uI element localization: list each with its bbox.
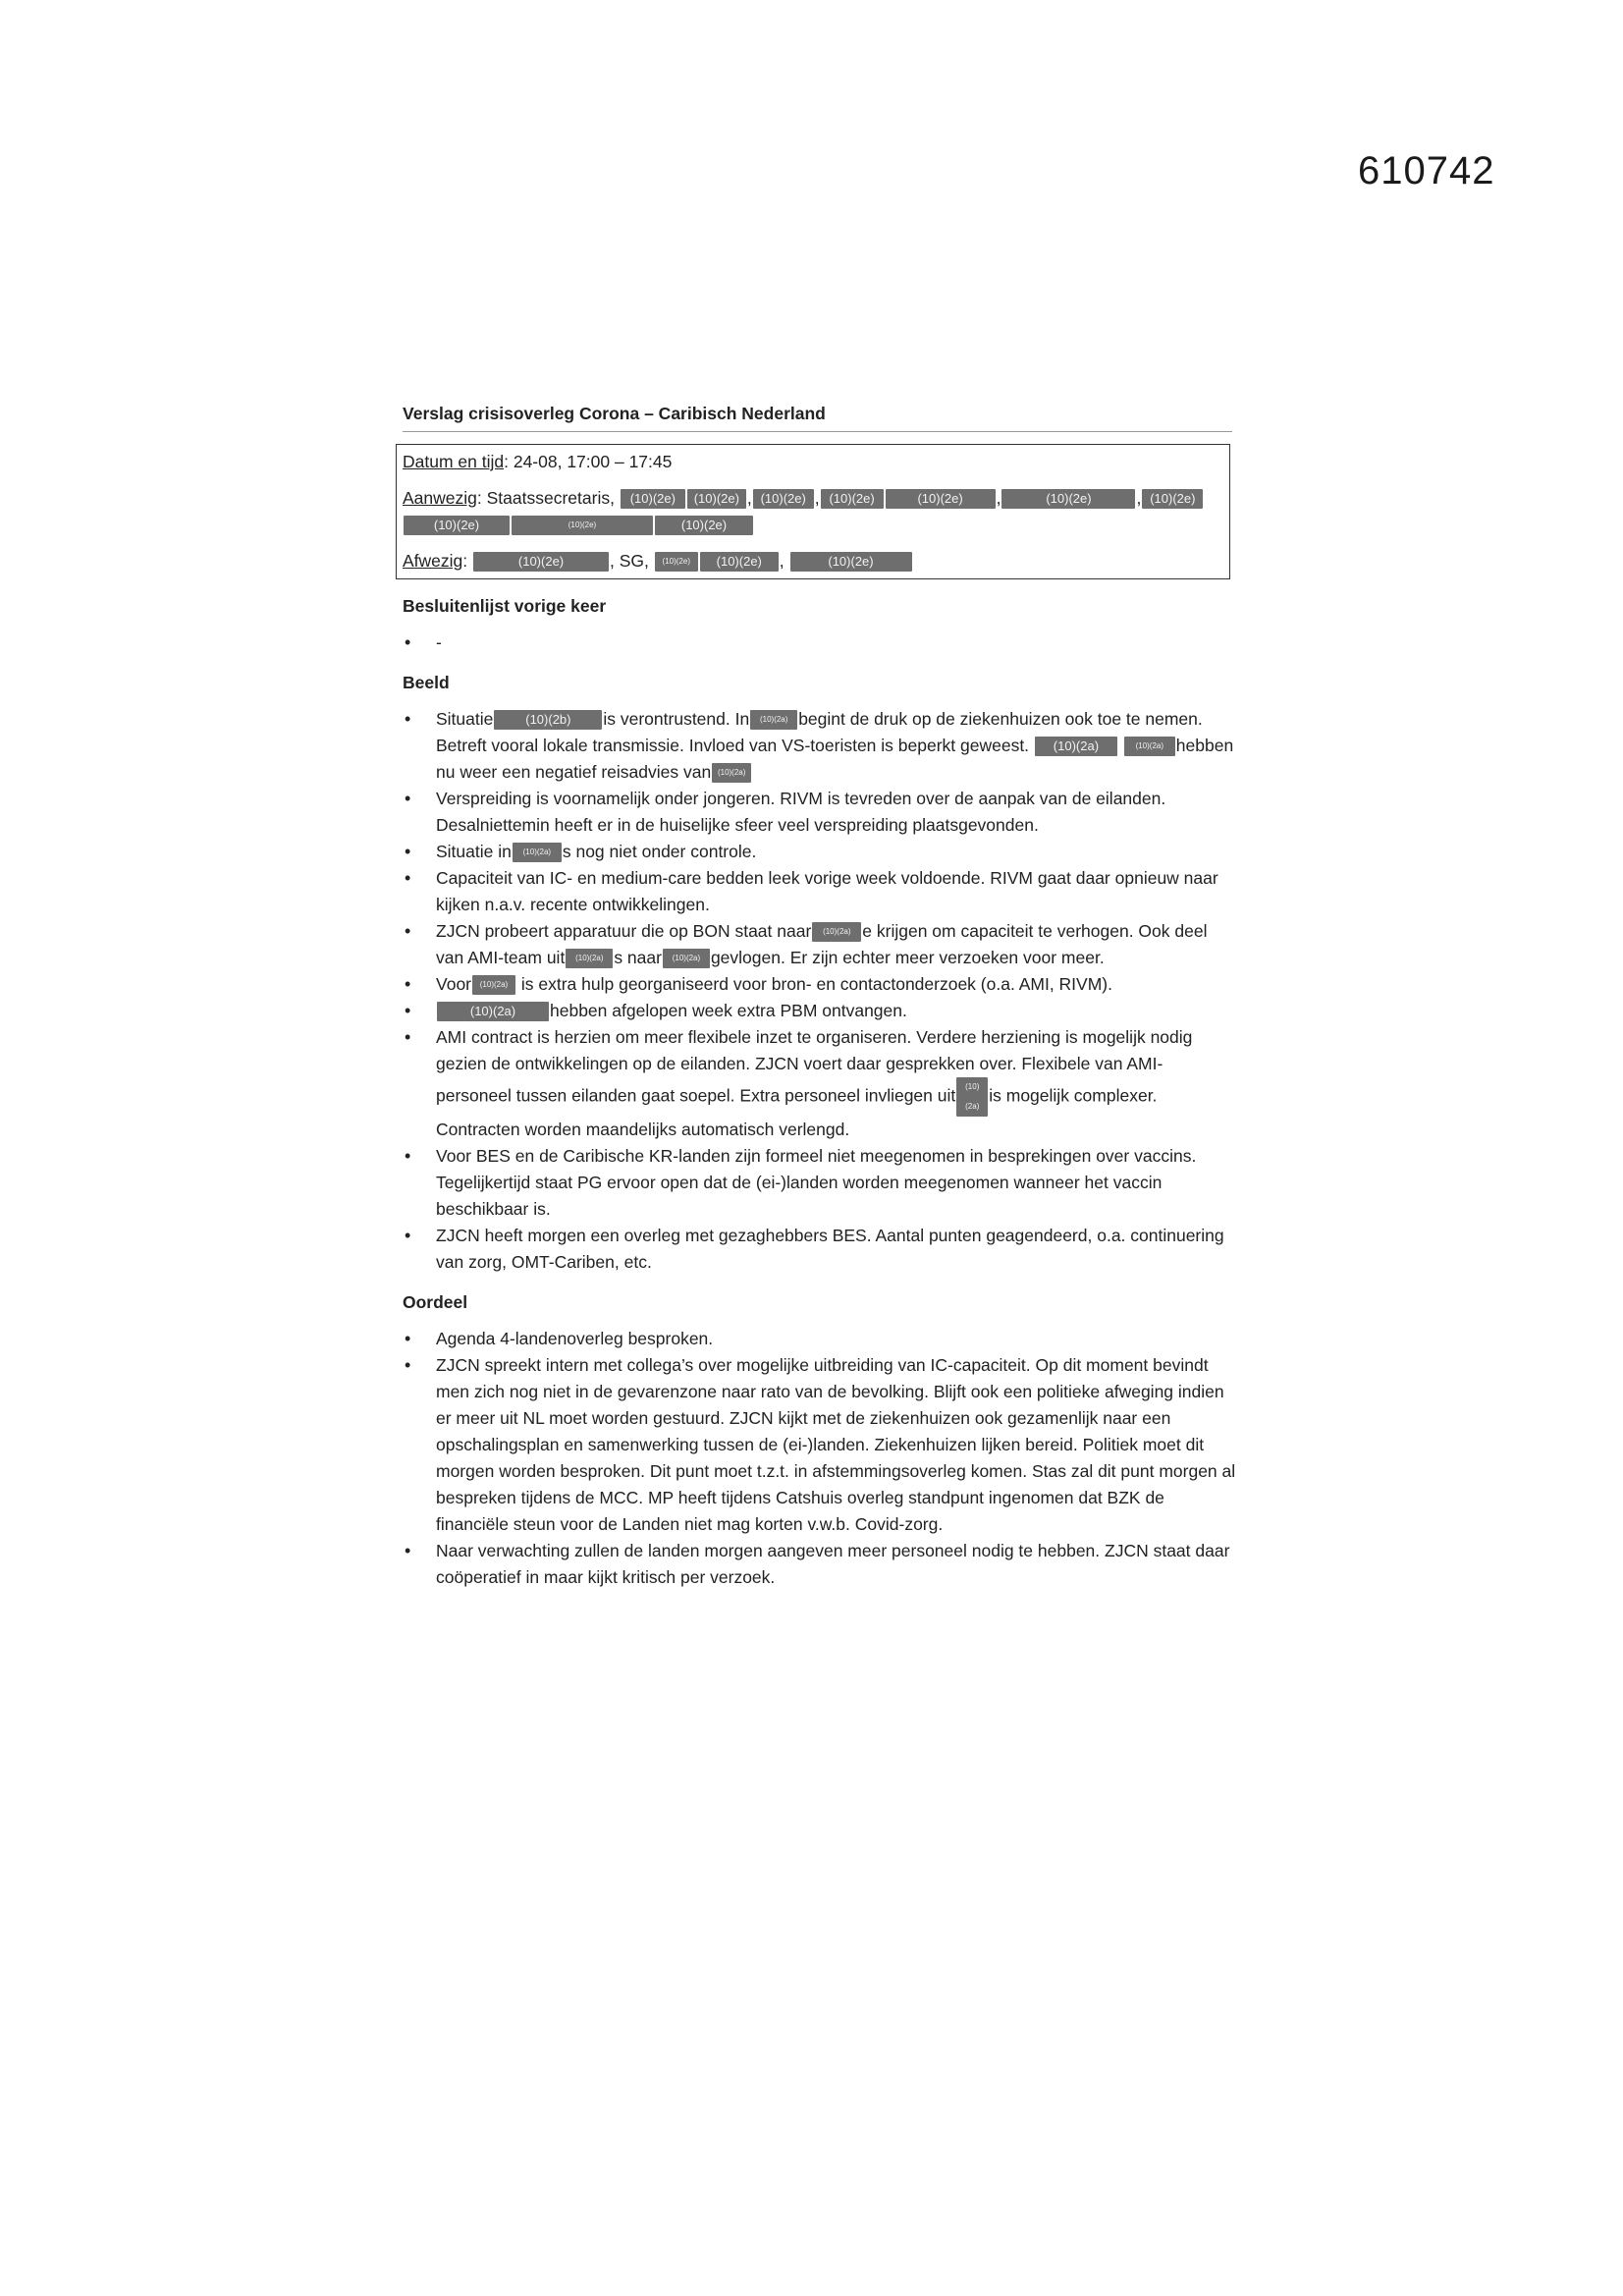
text: is verontrustend. In xyxy=(603,709,750,729)
list-item: • Voor BES en de Caribische KR-landen zijn formeel niet meegenomen in besprekingen over vaccins. Tegelijkertijd staat PG ervoor open dat de (ei-)landen worden meegenomen wanneer het vaccin beschikbaar is. xyxy=(436,1143,1237,1223)
list-item xyxy=(436,839,1237,865)
redaction-box: (10)(2b) xyxy=(494,710,602,730)
text: Voor xyxy=(436,974,471,994)
redaction-box: (10)(2e) xyxy=(655,552,698,572)
text: gevlogen. Er zijn echter meer verzoeken voor meer. xyxy=(710,948,1105,967)
text: s naar xyxy=(614,948,662,967)
redaction-box: (10)(2a) xyxy=(956,1077,988,1117)
redaction-box: (10)(2a) xyxy=(750,710,797,730)
redaction-box: (10)(2a) xyxy=(1124,737,1175,756)
text: AMI contract is herzien om meer flexibele inzet te organiseren. Verdere herziening is mogelijk nodig gezien de ontwikkelingen op de eilanden. ZJCN voert daar gesprekken over. Flexibele van AMI-personeel tussen eilanden gaat soepel. Extra personeel invliegen uit xyxy=(436,1027,1193,1106)
redaction-box: (10)(2e) xyxy=(621,489,685,509)
section-heading-beeld: Beeld xyxy=(403,673,450,692)
redaction-box: (10)(2e) xyxy=(1001,489,1135,509)
redaction-box: (10)(2a) xyxy=(812,922,861,942)
list-item: • ZJCN heeft morgen een overleg met gezaghebbers BES. Aantal punten geagendeerd, o.a. continuering van zorg, OMT-Cariben, etc. xyxy=(436,1223,1237,1276)
section-heading-oordeel: Oordeel xyxy=(403,1292,468,1312)
redaction-box: (10)(2a) xyxy=(1035,737,1117,756)
redaction-box: (10)(2e) xyxy=(700,552,779,572)
text: begint de druk op de ziekenhuizen ook toe te nemen. Betreft vooral lokale transmissie. Invloed van VS-toeristen is beperkt geweest. xyxy=(436,709,1203,755)
list-item: • ZJCN spreekt intern met collega’s over mogelijke uitbreiding van IC-capaciteit. Op dit moment bevindt men zich nog niet in de gevarenzone naar rato van de bevolking. Blijft ook een politieke afweging indien er meer uit NL moet worden gestuurd. ZJCN kijkt met de ziekenhuizen ook gezamenlijk naar een opschalingsplan en samenwerking tussen de (ei-)landen. Ziekenhuizen lijken bereid. Politiek moet dit morgen worden besproken. Dit punt moet t.z.t. in afstemmingsoverleg komen. Stas zal dit punt morgen al bespreken tijdens de MCC. MP heeft tijdens Catshuis overleg standpunt ingenomen dat BZK de financiële steun voor de Landen niet mag korten v.w.b. Covid-zorg. xyxy=(436,1352,1237,1538)
list-item: • Capaciteit van IC- en medium-care bedden leek vorige week voldoende. RIVM gaat daar opnieuw naar kijken n.a.v. recente ontwikkelingen. xyxy=(436,865,1237,918)
meeting-meta-box xyxy=(396,444,1230,579)
datum-value: : 24-08, 17:00 – 17:45 xyxy=(504,452,673,471)
datum-row xyxy=(403,449,1223,475)
oordeel-list xyxy=(403,1326,1237,1591)
afwezig-label: Afwezig xyxy=(403,551,463,571)
redaction-box: (10)(2e) xyxy=(512,516,653,535)
aanwezig-label: Aanwezig xyxy=(403,488,477,508)
list-item xyxy=(436,998,1237,1024)
redaction-box: (10)(2a) xyxy=(437,1002,549,1021)
report-title: Verslag crisisoverleg Corona – Caribisch Nederland xyxy=(403,401,1232,432)
list-item xyxy=(436,706,1237,786)
redaction-box: (10)(2e) xyxy=(404,516,510,535)
section-heading-besluiten: Besluitenlijst vorige keer xyxy=(403,596,607,616)
redaction-box: (10)(2e) xyxy=(821,489,884,509)
aanwezig-row: Aanwezig: Staatssecretaris, (10)(2e) (10)(2e) , (10)(2e) , (10)(2e) (10)(2e) , (10)(2e) , (10)(2e) (10)(2e) (10)(2e) (10)(2e) xyxy=(403,485,1223,538)
list-item: • Naar verwachting zullen de landen morgen aangeven meer personeel nodig te hebben. ZJCN staat daar coöperatief in maar kijkt kritisch per verzoek. xyxy=(436,1538,1237,1591)
datum-label: Datum en tijd xyxy=(403,452,505,471)
text: ZJCN probeert apparatuur die op BON staat naar xyxy=(436,921,812,941)
text: Situatie in xyxy=(436,842,512,861)
redaction-box: (10)(2a) xyxy=(472,975,515,995)
text: hebben afgelopen week extra PBM ontvangen. xyxy=(550,1001,907,1020)
redaction-box: (10)(2e) xyxy=(753,489,814,509)
list-item: • Agenda 4-landenoverleg besproken. xyxy=(436,1326,1237,1352)
aanwezig-prefix: : Staatssecretaris, xyxy=(476,488,615,508)
list-item: • - xyxy=(436,629,1237,656)
report xyxy=(403,401,1237,1591)
redaction-box: (10)(2e) xyxy=(473,552,609,572)
list-item xyxy=(436,918,1237,971)
redaction-box: (10)(2e) xyxy=(1142,489,1203,509)
afwezig-row: Afwezig: (10)(2e) , SG, (10)(2e) (10)(2e) , (10)(2e) xyxy=(403,548,1223,574)
text: s nog niet onder controle. xyxy=(562,842,757,861)
list-item xyxy=(436,1024,1237,1143)
redaction-box: (10)(2a) xyxy=(663,949,710,968)
redaction-box: (10)(2e) xyxy=(886,489,996,509)
redaction-box: (10)(2a) xyxy=(712,763,751,783)
redaction-box: (10)(2a) xyxy=(513,843,562,862)
afwezig-sg: , SG, xyxy=(610,551,649,571)
redaction-box: (10)(2e) xyxy=(790,552,912,572)
text: is extra hulp georganiseerd voor bron- en contactonderzoek (o.a. AMI, RIVM). xyxy=(520,974,1112,994)
text: hebben nu weer een negatief reisadvies van xyxy=(436,736,1234,782)
beeld-list xyxy=(403,706,1237,1276)
besluiten-list xyxy=(403,629,1237,656)
document-number: 610742 xyxy=(1358,149,1495,192)
redaction-box: (10)(2e) xyxy=(655,516,753,535)
redaction-box: (10)(2e) xyxy=(687,489,746,509)
redaction-box: (10)(2a) xyxy=(566,949,613,968)
list-item: • Verspreiding is voornamelijk onder jongeren. RIVM is tevreden over de aanpak van de eilanden. Desalniettemin heeft er in de huiselijke sfeer veel verspreiding plaatsgevonden. xyxy=(436,786,1237,839)
text: Situatie xyxy=(436,709,494,729)
text: is mogelijk complexer. Contracten worden maandelijks automatisch verlengd. xyxy=(436,1085,1158,1139)
list-item xyxy=(436,971,1237,998)
text: e krijgen om capaciteit te verhogen. Ook deel van AMI-team uit xyxy=(436,921,1208,967)
